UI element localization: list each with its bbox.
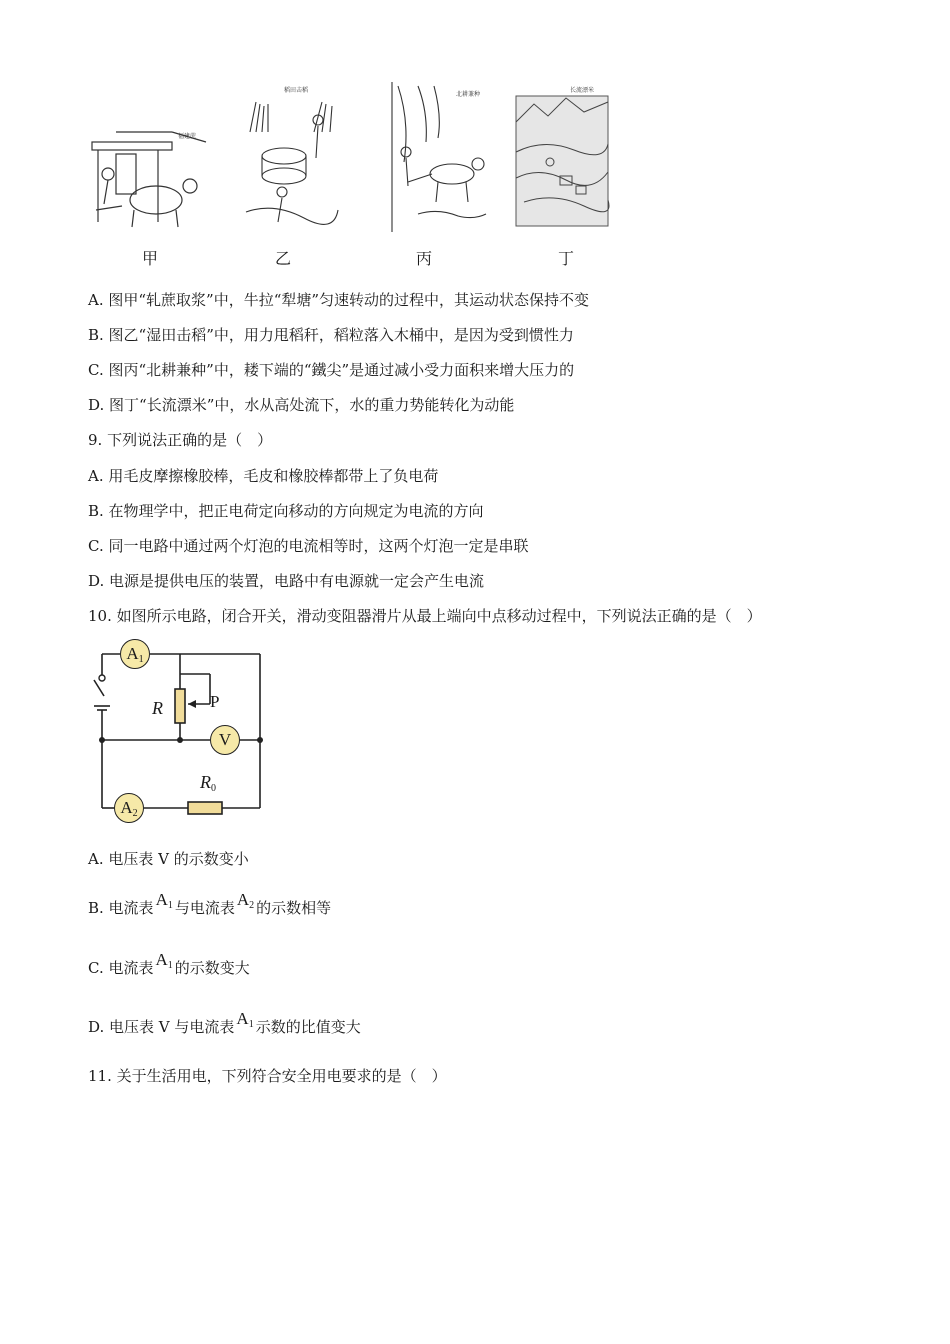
figure-yi-image [244, 82, 340, 232]
caption-ding: 丁 [557, 249, 574, 268]
voltmeter-v: V [210, 725, 240, 755]
q9-stem: 9. 下列说法正确的是（ ） [88, 431, 273, 449]
q9-option-d: D. 电源是提供电压的装置，电路中有电源就一定会产生电流 [88, 572, 485, 590]
caption-yi: 乙 [274, 249, 291, 268]
q9-option-a: A. 用毛皮摩擦橡胶棒，毛皮和橡胶棒都带上了负电荷 [88, 467, 439, 485]
figure-yi-label: 稻田击稻 [284, 87, 309, 94]
ammeter-a1: A1 [120, 639, 150, 669]
q10-option-a: A. 电压表 V 的示数变小 [88, 850, 249, 868]
resistor-r0-label: R0 [200, 772, 216, 794]
q9-option-c: C. 同一电路中通过两个灯泡的电流相等时，这两个灯泡一定是串联 [88, 537, 529, 555]
circuit-diagram [84, 636, 274, 836]
q8-option-d: D. 图丁“长流漂米”中，水从高处流下，水的重力势能转化为动能 [88, 396, 515, 414]
q10-option-b: B. 电流表 A1 与电流表 A2 的示数相等 [88, 890, 332, 917]
figure-jia-image [86, 82, 208, 232]
ammeter-a2: A2 [114, 793, 144, 823]
caption-bing: 丙 [415, 249, 432, 268]
q10-stem: 10. 如图所示电路，闭合开关，滑动变阻器滑片从最上端向中点移动过程中，下列说法正确的是（ ） [88, 607, 762, 625]
figure-jia-label: 福建蔗 [178, 133, 197, 140]
q8-option-b: B. 图乙“湿田击稻”中，用力甩稻秆，稻粒落入木桶中，是因为受到惯性力 [88, 326, 574, 344]
q10-option-c: C. 电流表 A1 的示数变大 [88, 950, 250, 977]
q9-option-b: B. 在物理学中，把正电荷定向移动的方向规定为电流的方向 [88, 502, 484, 520]
figure-bing-label: 北耕兼种 [456, 91, 481, 98]
slider-label: P [210, 692, 220, 711]
q11-stem: 11. 关于生活用电，下列符合安全用电要求的是（ ） [88, 1067, 447, 1085]
q10-option-d: D. 电压表 V 与电流表 A1 示数的比值变大 [88, 1009, 361, 1036]
rheostat-label: R [152, 698, 163, 718]
caption-jia: 甲 [141, 249, 158, 268]
q8-option-a: A. 图甲“轧蔗取浆”中，牛拉“犁塘”匀速转动的过程中，其运动状态保持不变 [88, 291, 590, 309]
figure-ding-image [514, 82, 610, 232]
figure-bing-image [388, 82, 488, 232]
q8-option-c: C. 图丙“北耕兼种”中，耧下端的“鐵尖”是通过减小受力面积来增大压力的 [88, 361, 575, 379]
figure-ding-label: 长流漂米 [570, 87, 595, 94]
